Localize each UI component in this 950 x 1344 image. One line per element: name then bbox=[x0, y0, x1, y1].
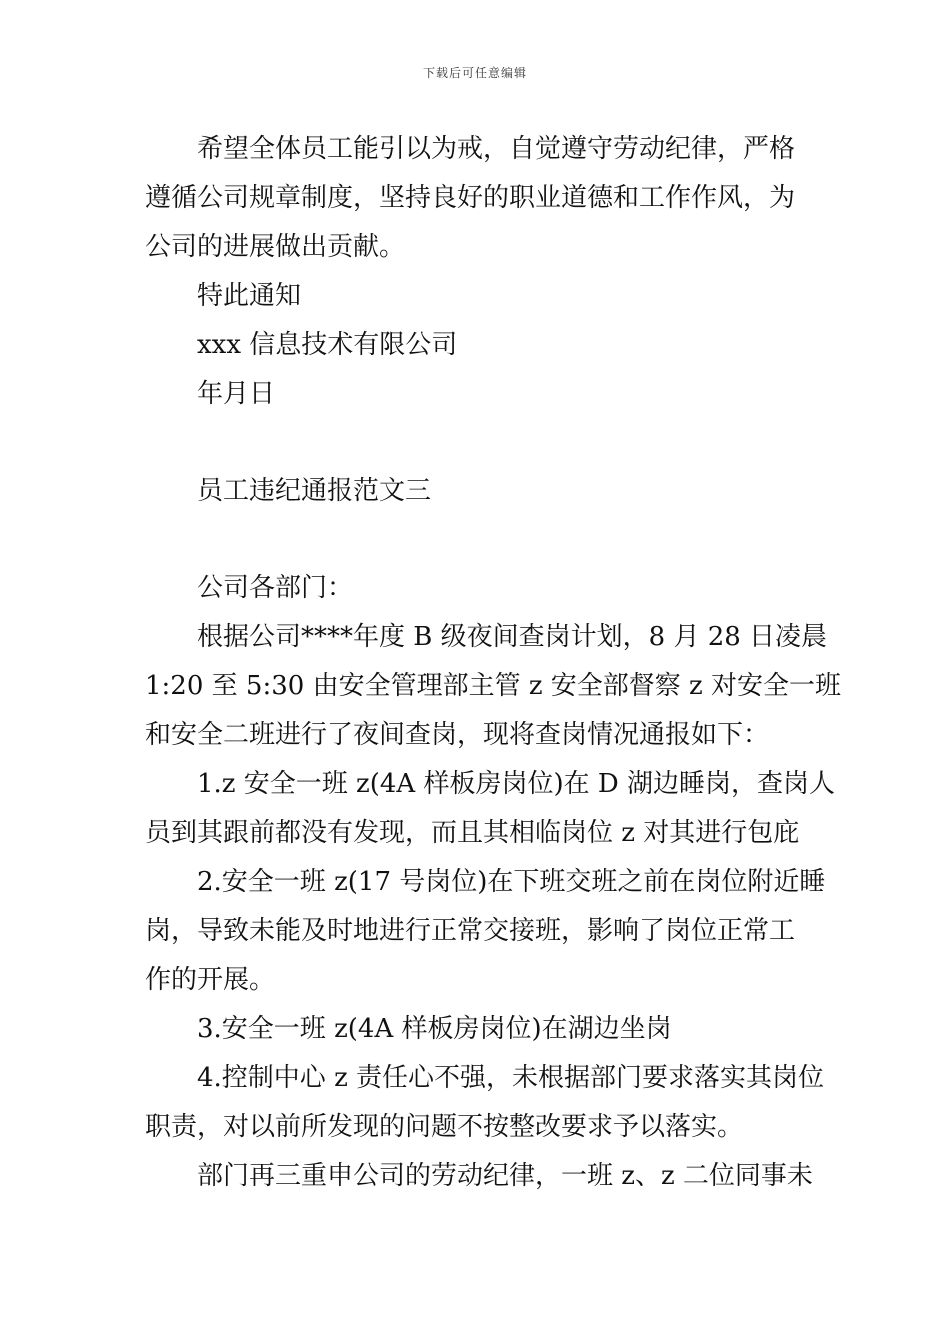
list-item-4: 4.控制中心 z 责任心不强，未根据部门要求落实其岗位 bbox=[197, 1063, 825, 1093]
paragraph-line: 遵循公司规章制度，坚持良好的职业道德和工作作风，为 bbox=[145, 183, 796, 213]
spacer bbox=[145, 419, 810, 467]
spacer bbox=[145, 516, 810, 564]
list-item-4-cont: 职责，对以前所发现的问题不按整改要求予以落实。 bbox=[145, 1112, 744, 1142]
closing-text: 特此通知 bbox=[197, 281, 302, 311]
list-item-2: 2.安全一班 z(17 号岗位)在下班交班之前在岗位附近睡 bbox=[197, 867, 826, 897]
date-line: 年月日 bbox=[197, 379, 276, 409]
list-item-2-cont: 作的开展。 bbox=[145, 965, 276, 995]
paragraph-line: 公司的进展做出贡献。 bbox=[145, 232, 406, 262]
paragraph-line: 希望全体员工能引以为戒，自觉遵守劳动纪律，严格 bbox=[197, 134, 796, 164]
paragraph-line: 1:20 至 5:30 由安全管理部主管 z 安全部督察 z 对安全一班 bbox=[145, 671, 842, 701]
section-title: 员工违纪通报范文三 bbox=[197, 476, 432, 506]
paragraph-line: 和安全二班进行了夜间查岗，现将查岗情况通报如下： bbox=[145, 720, 770, 750]
list-item-3: 3.安全一班 z(4A 样板房岗位)在湖边坐岗 bbox=[197, 1014, 672, 1044]
list-item-2-cont: 岗，导致未能及时地进行正常交接班，影响了岗位正常工 bbox=[145, 916, 796, 946]
document-body bbox=[145, 125, 842, 1201]
paragraph-line: 根据公司****年度 B 级夜间查岗计划，8 月 28 日凌晨 bbox=[197, 622, 828, 652]
list-item-1: 1.z 安全一班 z(4A 样板房岗位)在 D 湖边睡岗，查岗人 bbox=[197, 769, 835, 799]
company-name: xxx 信息技术有限公司 bbox=[197, 330, 458, 360]
greeting: 公司各部门： bbox=[197, 573, 354, 603]
page-header-note: 下载后可任意编辑 bbox=[422, 66, 527, 80]
list-item-1-cont: 员到其跟前都没有发现，而且其相临岗位 z 对其进行包庇 bbox=[145, 818, 800, 848]
paragraph-line: 部门再三重申公司的劳动纪律，一班 z、z 二位同事未 bbox=[197, 1161, 813, 1191]
